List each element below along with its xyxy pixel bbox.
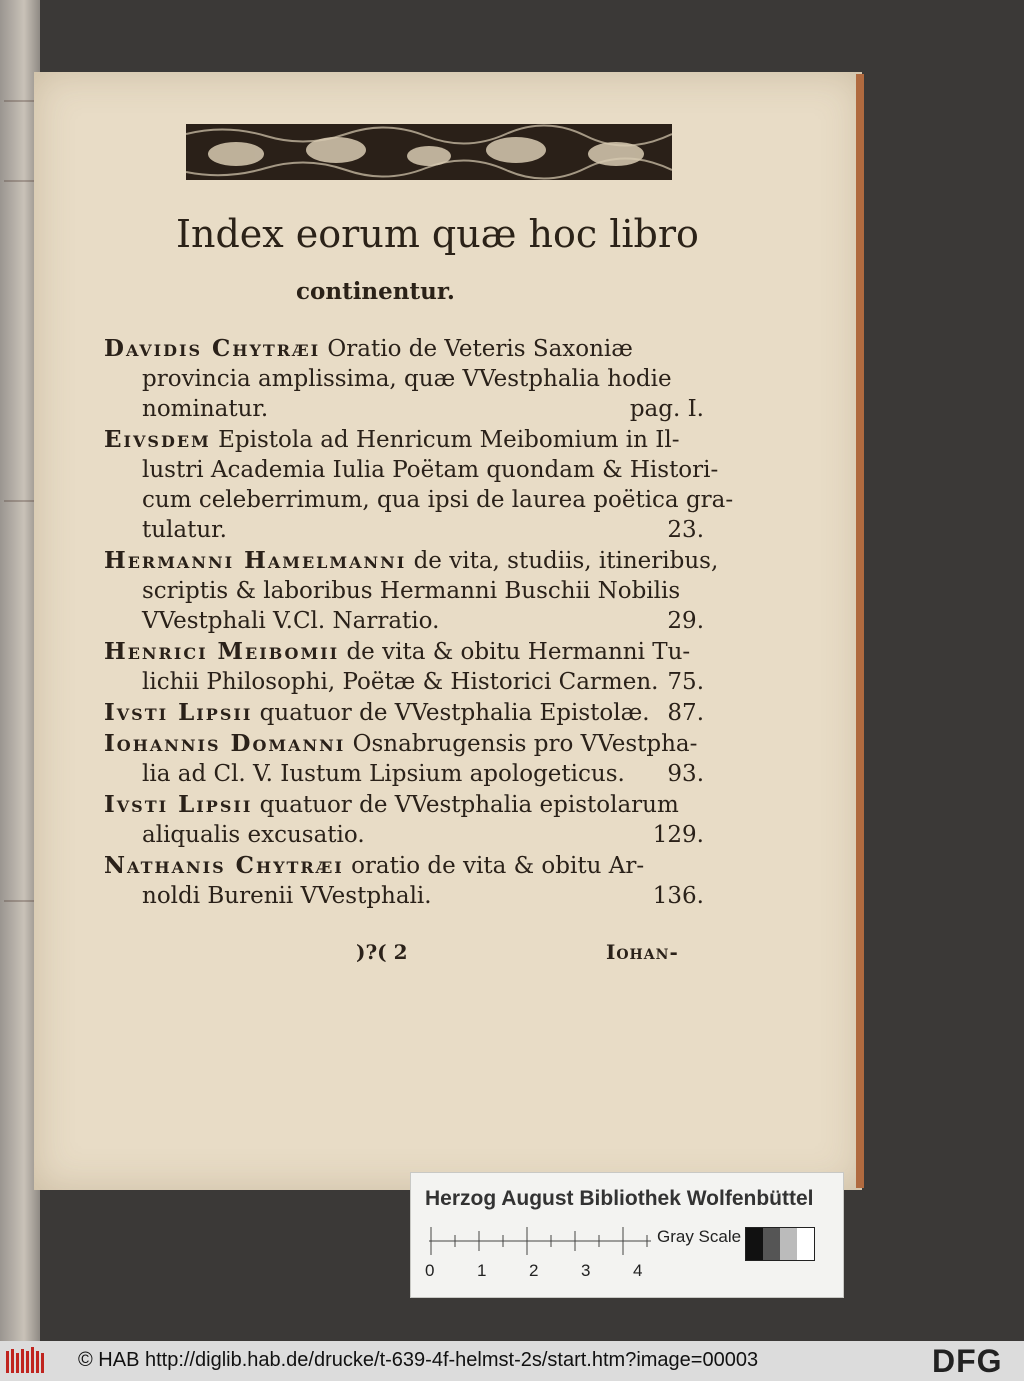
ruler-number: 1 — [477, 1261, 487, 1280]
entry-text: de vita, studiis, itineribus, — [413, 548, 719, 574]
copyright-url[interactable]: © HAB http://diglib.hab.de/drucke/t-639-4f-helmst-2s/start.htm?image=00003 — [78, 1349, 759, 1371]
hab-logo-icon — [6, 1347, 46, 1375]
entry-page: 87. — [667, 700, 704, 726]
index-entries — [104, 334, 734, 912]
entry-author: Ivsti Lipsii — [104, 699, 253, 726]
entry-text: aliqualis excusatio. — [142, 822, 365, 848]
entry-text: provincia amplissima, quæ VVestphalia hodie — [142, 366, 672, 392]
index-entry — [104, 729, 704, 789]
entry-page: 29. — [667, 608, 704, 634]
entry-author: Iohannis Domanni — [104, 730, 346, 757]
entry-text: scriptis & laboribus Hermanni Buschii Nobilis — [142, 578, 681, 604]
entry-author: Eivsdem — [104, 426, 211, 453]
ruler-number: 3 — [581, 1261, 591, 1280]
entry-text: VVestphali V.Cl. Narratio. — [142, 608, 440, 634]
entry-text: Oratio de Veteris Saxoniæ — [327, 336, 633, 362]
index-entry — [104, 698, 704, 728]
entry-text: de vita & obitu Hermanni Tu- — [346, 639, 691, 665]
page-edge — [856, 74, 864, 1188]
index-entry — [104, 546, 719, 636]
entry-text: oratio de vita & obitu Ar- — [351, 853, 645, 879]
ruler-number: 4 — [633, 1261, 643, 1280]
ruler — [429, 1223, 651, 1259]
woodcut-ornament — [186, 124, 672, 180]
entry-text: noldi Burenii VVestphali. — [142, 883, 432, 909]
entry-text: quatuor de VVestphalia Epistolæ. — [259, 700, 650, 726]
entry-page: pag. I. — [629, 396, 704, 422]
ruler-number: 2 — [529, 1261, 539, 1280]
entry-author: Hermanni Hamelmanni — [104, 547, 407, 574]
entry-page: 93. — [667, 761, 704, 787]
color-reference-card — [410, 1172, 844, 1298]
entry-text: lia ad Cl. V. Iustum Lipsium apologeticus. — [142, 761, 625, 787]
entry-text: cum celeberrimum, qua ipsi de laurea poëtica gra- — [142, 487, 734, 513]
index-title: Index eorum quæ hoc libro — [176, 212, 699, 256]
entry-page: 23. — [667, 517, 704, 543]
gray-scale-label: Gray Scale — [657, 1227, 742, 1246]
index-entry — [104, 334, 704, 424]
signature-mark: )?( 2 — [356, 940, 408, 964]
entry-author: Ivsti Lipsii — [104, 791, 253, 818]
entry-text: lichii Philosophi, Poëtæ & Historici Carmen. — [142, 669, 659, 695]
index-entry — [104, 790, 704, 850]
entry-page: 75. — [667, 669, 704, 695]
entry-page: 136. — [652, 883, 704, 909]
card-title: Herzog August Bibliothek Wolfenbüttel — [425, 1187, 814, 1210]
entry-author: Davidis Chytræi — [104, 335, 321, 362]
index-entry — [104, 425, 734, 545]
index-entry — [104, 637, 704, 697]
entry-text: Epistola ad Henricum Meibomium in Il- — [218, 427, 680, 453]
entry-author: Nathanis Chytræi — [104, 852, 344, 879]
entry-text: nominatur. — [142, 396, 269, 422]
viewer-footer — [0, 1341, 1024, 1381]
entry-author: Henrici Meibomii — [104, 638, 340, 665]
catchword: Iohan- — [606, 940, 679, 964]
entry-text: lustri Academia Iulia Poëtam quondam & Histori- — [142, 457, 719, 483]
gray-scale-chart — [745, 1227, 815, 1261]
dfg-logo: DFG — [932, 1343, 1003, 1379]
entry-text: quatuor de VVestphalia epistolarum — [259, 792, 679, 818]
entry-text: tulatur. — [142, 517, 227, 543]
index-subtitle: continentur. — [296, 278, 455, 305]
index-entry — [104, 851, 704, 911]
ruler-number: 0 — [425, 1261, 435, 1280]
entry-text: Osnabrugensis pro VVestpha- — [352, 731, 698, 757]
entry-page: 129. — [652, 822, 704, 848]
